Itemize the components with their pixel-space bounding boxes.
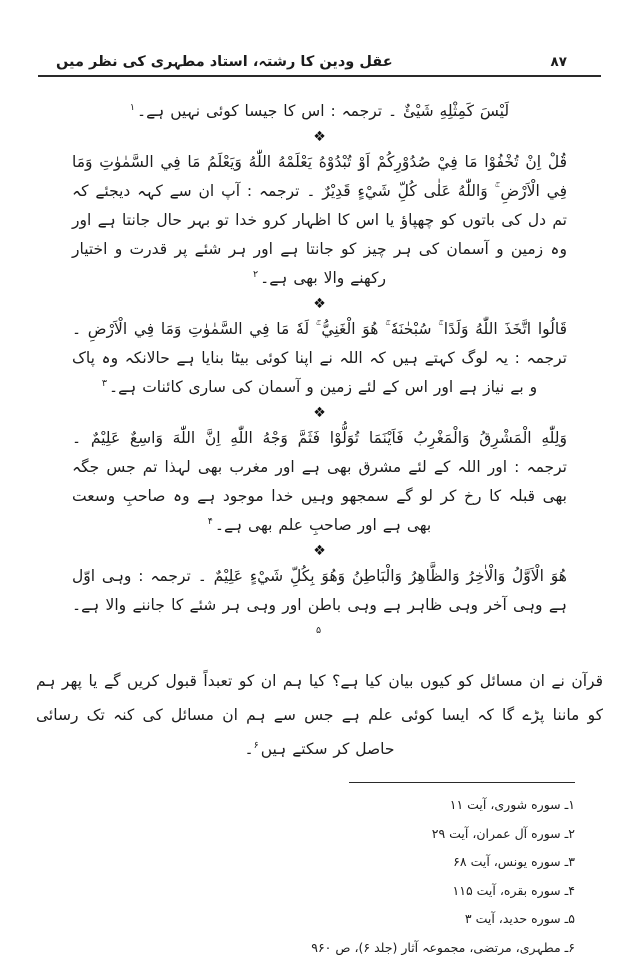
page-header xyxy=(0,0,639,75)
verse-block-2 xyxy=(72,148,567,293)
verse-block-1 xyxy=(72,97,567,126)
footnote-list xyxy=(0,791,575,962)
footnote-divider xyxy=(349,782,575,783)
footnote-marker-3: ۳ xyxy=(102,378,107,389)
footnote-item: ۶ـ مطہری، مرتضی، مجموعہ آثار (جلد ۶)، ص ۹۶۰ xyxy=(0,934,575,962)
footnote-marker-2: ۲ xyxy=(253,269,258,280)
verse-block-4 xyxy=(72,424,567,540)
diamond-separator-icon: ❖ xyxy=(0,402,639,424)
footnote-item: ۳ـ سوره یونس، آیت ۶۸ xyxy=(0,848,575,877)
paragraph-full-stop: ۔ xyxy=(245,740,254,758)
closing-paragraph xyxy=(36,664,603,766)
verse-text: قُلْ اِنْ تُخْفُوْا مَا فِيْ صُدُوْرِكُمْ اَوْ تُبْدُوْهُ يَعْلَمْهُ اللّٰهُ وَيَعْلَمُ مَا فِي السَّمٰوٰتِ وَمَا فِي الْاَرْضِ ۚ وَاللّٰهُ عَلٰى كُلِّ شَيْءٍ قَدِيْرٌ ۔ ترجمہ : آپ ان سے کہہ دیجئے کہ تم دل کی باتوں کو چھپاؤ یا اس کا اظہار کرو خدا تو بہر حال جانتا ہے اور وہ زمین و آسمان کی ہر چیز کو جانتا ہے اور ہر شئے پر قدرت و اختیار رکھنے والا بھی ہے۔ xyxy=(72,153,567,287)
paragraph-text: قرآن نے ان مسائل کو کیوں بیان کیا ہے؟ کیا ہم ان کو تعبداً قبول کریں گے یا پھر ہم کو ماننا پڑے گا کہ ایسا کوئی علم ہے جس سے ہم ان مسائل کی کنہ تک رسائی حاصل کر سکتے ہیں xyxy=(36,672,603,758)
verse-text: قَالُوا اتَّخَذَ اللّٰهُ وَلَدًا ۚ سُبْحٰنَهٗ ۚ هُوَ الْغَنِيُّ ۚ لَهٗ مَا فِي السَّمٰوٰتِ وَمَا فِي الْاَرْضِ ۔ ترجمہ : یہ لوگ کہتے ہیں کہ اللہ نے اپنا کوئی بیٹا بنایا ہے حالانکہ وہ پاک و بے نیاز ہے اور اس کے لئے زمین و آسمان کی ساری کائنات ہے۔ xyxy=(72,320,567,396)
footnote-marker-6: ۶ xyxy=(254,740,259,751)
diamond-separator-icon: ❖ xyxy=(0,540,639,562)
page-number: ۸۷ xyxy=(551,54,567,70)
footnote-marker-5: ۵ xyxy=(316,625,321,636)
diamond-separator-icon: ❖ xyxy=(0,126,639,148)
verse-text: هُوَ الْاَوَّلُ وَالْاٰخِرُ وَالظَّاهِرُ وَالْبَاطِنُ وَهُوَ بِكُلِّ شَيْءٍ عَلِيْمٌ ۔ ترجمہ : وہی اوّل ہے وہی آخر وہی ظاہر ہے وہی باطن اور وہی ہر شئے کا جاننے والا ہے۔ xyxy=(72,567,567,614)
verse-block-3 xyxy=(72,315,567,402)
header-divider xyxy=(38,75,601,77)
footnote-item: ۴ـ سوره بقره، آیت ۱۱۵ xyxy=(0,877,575,906)
footnote-marker-4: ۴ xyxy=(208,516,213,527)
footnote-item: ۲ـ سوره آل عمران، آیت ۲۹ xyxy=(0,820,575,849)
verse-text: لَيْسَ كَمِثْلِهِ شَيْئٌ ۔ ترجمہ : اس کا جیسا کوئی نہیں ہے۔ xyxy=(137,102,509,120)
verse-text: وَلِلّٰهِ الْمَشْرِقُ وَالْمَغْرِبُ فَاَيْنَمَا تُوَلُّوْا فَثَمَّ وَجْهُ اللّٰهِ اِنَّ اللّٰهَ وَاسِعٌ عَلِيْمٌ ۔ ترجمہ : اور اللہ کے لئے مشرق بھی ہے اور مغرب بھی لہذا تم جس جگہ بھی قبلہ کا رخ کر لو گے سمجھو وہیں خدا موجود ہے وہ صاحبِ وسعت بھی ہے اور صاحبِ علم بھی ہے۔ xyxy=(72,429,567,534)
verse-block-5 xyxy=(72,562,567,649)
footnote-item: ۱ـ سوره شوری، آیت ۱۱ xyxy=(0,791,575,820)
diamond-separator-icon: ❖ xyxy=(0,293,639,315)
footnote-item: ۵ـ سوره حدید، آیت ۳ xyxy=(0,905,575,934)
running-header-title: عقل ودین کا رشتہ، استاد مطہری کی نظر میں xyxy=(56,54,393,70)
footnote-marker-1: ۱ xyxy=(130,102,135,113)
